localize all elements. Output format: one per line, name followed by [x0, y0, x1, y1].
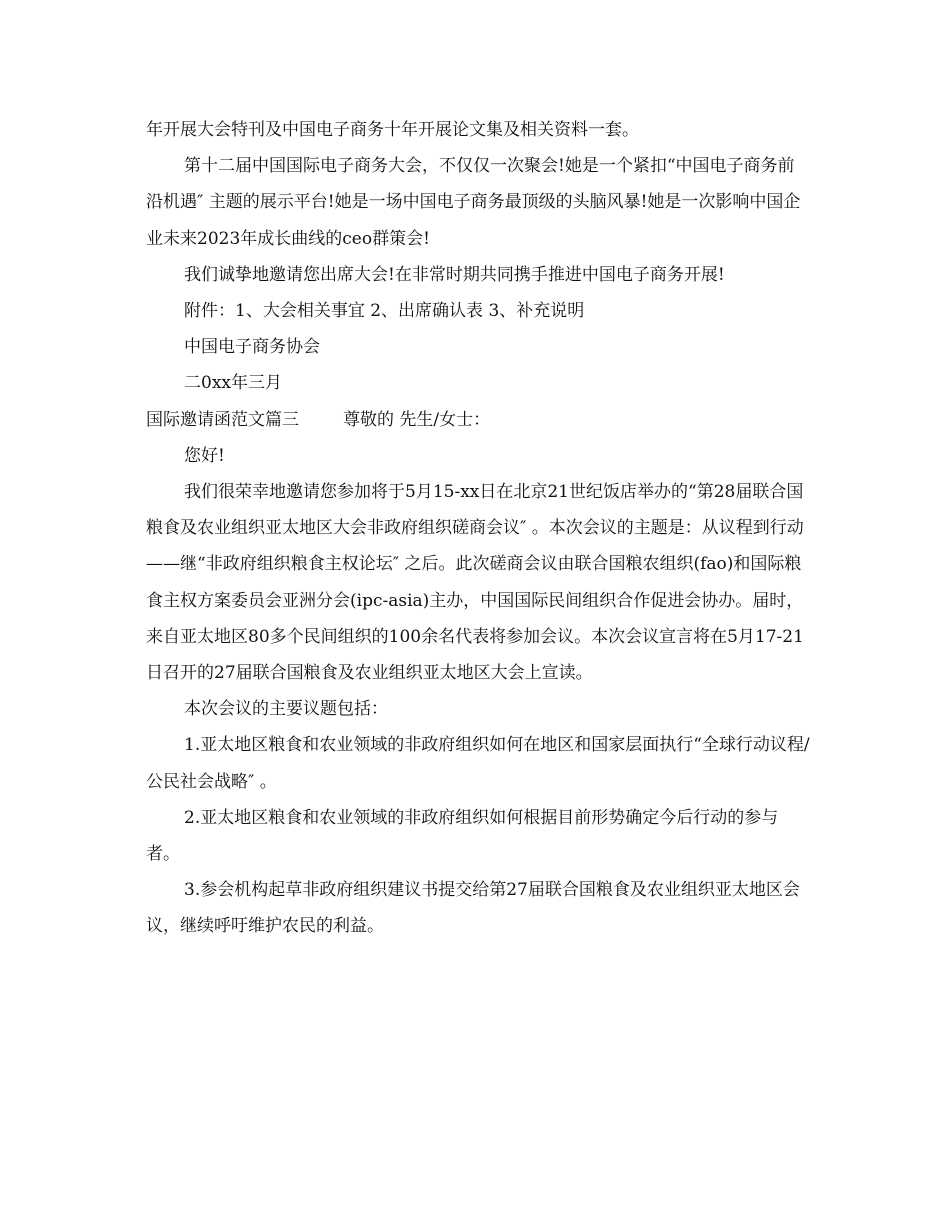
signature-date: 二0xx年三月 [184, 373, 282, 394]
list-item-topic-3: 3.参会机构起草非政府组织建议书提交给第27届联合国粮食及农业组织亚太地区会议，继续呼吁维护农民的利益。 [146, 880, 800, 937]
paragraph-continuation: 年开展大会特刊及中国电子商务十年开展论文集及相关资料一套。 [146, 120, 639, 140]
list-item-topic-1: 1.亚太地区粮食和农业领域的非政府组织如何在地区和国家层面执行“全球行动议程/公民社会战略″ 。 [146, 735, 810, 792]
greeting: 您好! [184, 445, 225, 466]
paragraph-invitation: 我们诚挚地邀请您出席大会!在非常时期共同携手推进中国电子商务开展! [184, 264, 725, 285]
signature-organization: 中国电子商务协会 [184, 337, 320, 358]
list-item-topic-2: 2.亚太地区粮食和农业领域的非政府组织如何根据目前形势确定今后行动的参与者。 [146, 807, 779, 865]
section-heading [146, 402, 810, 438]
section-title: 国际邀请函范文篇三 [146, 409, 299, 430]
paragraph-topics-intro: 本次会议的主要议题包括： [184, 699, 388, 720]
salutation: 尊敬的 先生/女士： [343, 409, 491, 430]
document-body [146, 112, 810, 945]
paragraph-attachments: 附件：1、大会相关事宜 2、出席确认表 3、补充说明 [184, 301, 585, 322]
paragraph-meeting-details: 我们很荣幸地邀请您参加将于5月15-xx日在北京21世纪饭店举办的“第28届联合国粮食及农业组织亚太地区大会非政府组织磋商会议″ 。本次会议的主题是：从议程到行动——继“非政府组织粮食主权论坛″ 之后。此次磋商会议由联合国粮农组织(fao)和国际粮食主权方案委员会亚洲分会(ipc-asia)主办，中国国际民间组织合作促进会协办。届时，来自亚太地区80多个民间组织的100余名代表将参加会议。本次会议宣言将在5月17-21日召开的27届联合国粮食及农业组织亚太地区大会上宣读。 [146, 482, 804, 684]
paragraph-conference-description: 第十二届中国国际电子商务大会，不仅仅一次聚会!她是一个紧扣“中国电子商务前沿机遇″ 主题的展示平台!她是一场中国电子商务最顶级的头脑风暴!她是一次影响中国企业未来2023年成长曲线的ceo群策会! [146, 156, 801, 249]
